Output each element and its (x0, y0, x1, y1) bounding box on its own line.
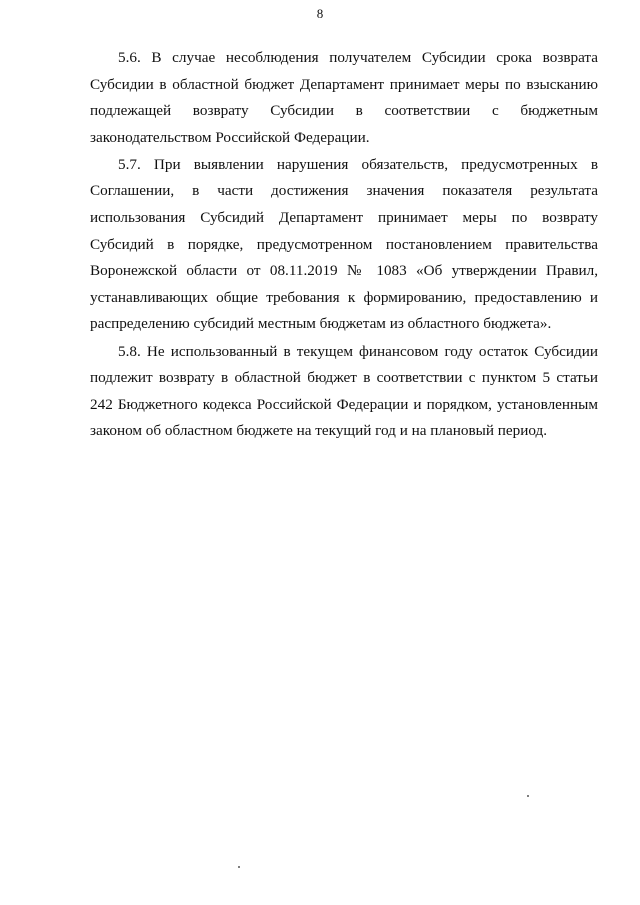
scan-speck (527, 795, 529, 797)
scan-speck (238, 866, 240, 868)
page-number: 8 (316, 6, 324, 21)
paragraph-5-7: 5.7. При выявлении нарушения обязательств, предусмотренных в Соглашении, в части достижения значения показателя результата использования Субсидий Департамент принимает меры по возврату Субсидий в порядке, предусмотренном постановлением правительства Воронежской области от 08.11.2019 № 1083 «Об утверждении Правил, устанавливающих общие требования к формированию, предоставлению и распределению субсидий местным бюджетам из областного бюджета». (90, 155, 598, 333)
document-body (90, 45, 598, 445)
paragraph-5-8: 5.8. Не использованный в текущем финансовом году остаток Субсидии подлежит возврату в областной бюджет в соответствии с пунктом 5 статьи 242 Бюджетного кодекса Российской Федерации и порядком, установленным законом об областном бюджете на текущий год и на плановый период. (90, 342, 598, 440)
paragraph-5-6: 5.6. В случае несоблюдения получателем Субсидии срока возврата Субсидии в областной бюджет Департамент принимает меры по взысканию подлежащей возврату Субсидии в соответствии с бюджетным законодательством Российской Федерации. (90, 49, 598, 146)
